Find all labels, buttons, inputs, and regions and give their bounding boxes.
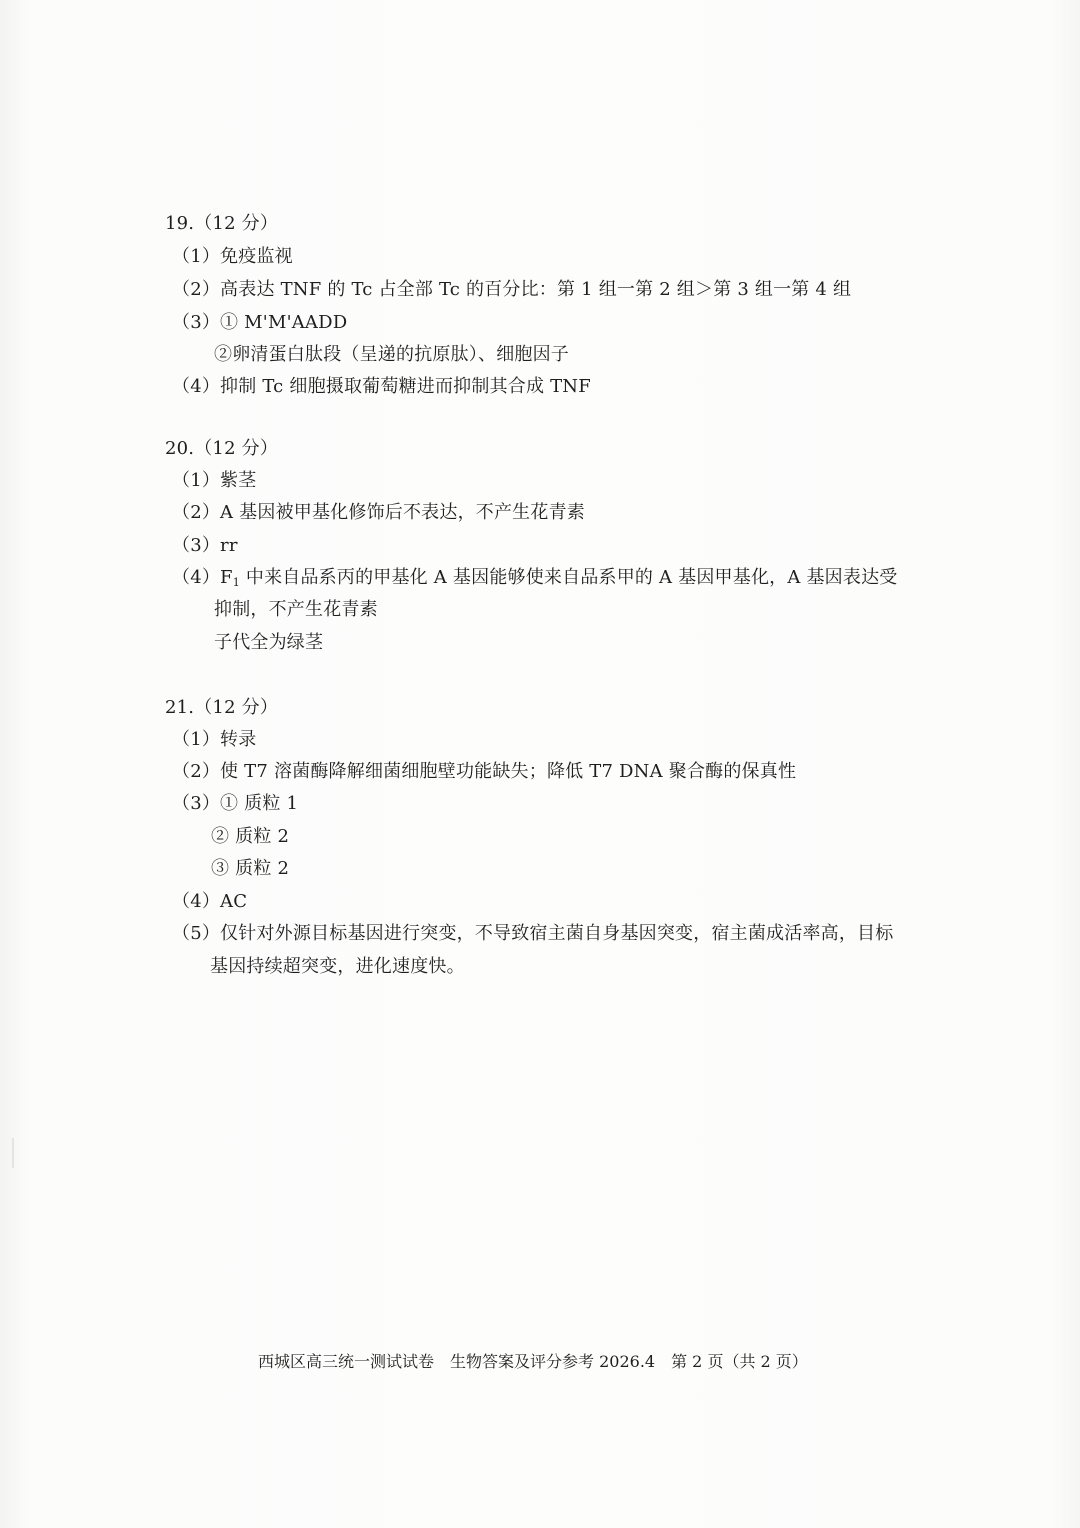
question-21-answer-3-2: ② 质粒 2 [211,826,290,847]
question-19-answer-1: （1）免疫监视 [172,246,293,267]
question-19-answer-2: （2）高表达 TNF 的 Tc 占全部 Tc 的百分比：第 1 组一第 2 组＞第 3 组一第 4 组 [172,279,852,300]
question-21-heading: 21.（12 分） [165,697,279,718]
question-21-answer-3-3: ③ 质粒 2 [211,858,290,879]
question-20-answer-2: （2）A 基因被甲基化修饰后不表达，不产生花青素 [172,502,585,523]
question-20-answer-1: （1）紫茎 [172,470,257,491]
question-21-answer-5-line-2: 基因持续超突变，进化速度快。 [210,956,465,977]
question-19-answer-4: （4）抑制 Tc 细胞摄取葡萄糖进而抑制其合成 TNF [172,376,591,397]
question-21-answer-5-line-1: （5）仅针对外源目标基因进行突变，不导致宿主菌自身基因突变，宿主菌成活率高，目标 [172,923,894,944]
answer-4-prefix: （4）F [172,567,233,588]
footer-exam-title: 西城区高三统一测试试卷 [258,1352,435,1371]
question-20-answer-4-line-2: 抑制，不产生花青素 [214,599,378,620]
question-19-answer-3-1: （3）① M'M'AADD [172,312,348,333]
question-21-answer-4: （4）AC [172,891,248,912]
question-19-heading: 19.（12 分） [165,213,279,234]
answer-4-rest: 中来自品系丙的甲基化 A 基因能够使来自品系甲的 A 基因甲基化，A 基因表达受 [239,567,898,588]
question-20-heading: 20.（12 分） [165,438,279,459]
question-20-answer-3: （3）rr [172,535,238,556]
page-footer [258,1351,824,1373]
footer-page-number: 第 2 页（共 2 页） [671,1352,808,1371]
question-19-answer-3-2: ②卵清蛋白肽段（呈递的抗原肽）、细胞因子 [214,344,569,365]
subscript-1: 1 [232,576,240,589]
footer-subject: 生物答案及评分参考 2026.4 [450,1352,656,1371]
question-21-answer-1: （1）转录 [172,729,257,750]
question-20-answer-4-line-1 [172,566,897,595]
scan-artifact [12,1138,14,1168]
question-20-answer-4-line-3: 子代全为绿茎 [214,632,324,653]
question-21-answer-2: （2）使 T7 溶菌酶降解细菌细胞壁功能缺失；降低 T7 DNA 聚合酶的保真性 [172,761,797,782]
question-21-answer-3-1: （3）① 质粒 1 [172,793,299,814]
